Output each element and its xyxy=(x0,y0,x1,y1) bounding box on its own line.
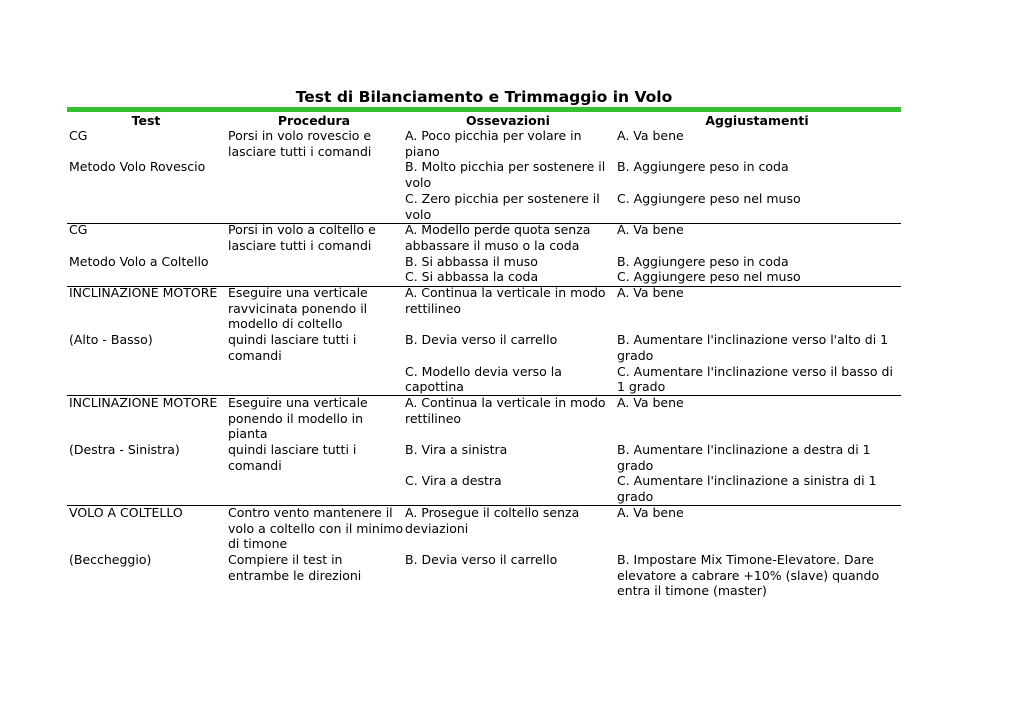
cell-osservazioni: B. Si abbassa il muso xyxy=(405,253,538,269)
cell-procedura: entrambe le direzioni xyxy=(228,567,362,583)
cell-osservazioni: C. Si abbassa la coda xyxy=(405,269,539,285)
cell-osservazioni: A. Poco picchia per volare in xyxy=(405,128,582,143)
cell-aggiustamenti: B. Aggiungere peso in coda xyxy=(617,253,789,269)
cell-procedura: comandi xyxy=(228,347,282,363)
cell-aggiustamenti: B. Aggiungere peso in coda xyxy=(617,159,789,175)
header-test: Test xyxy=(131,113,161,128)
cell-aggiustamenti: C. Aumentare l'inclinazione verso il basso di xyxy=(617,363,893,379)
cell-procedura: ponendo il modello in xyxy=(228,410,364,426)
cell-aggiustamenti: grado xyxy=(617,489,654,505)
cell-osservazioni: capottina xyxy=(405,379,464,395)
cell-procedura: lasciare tutti i comandi xyxy=(228,143,372,159)
cell-osservazioni: A. Continua la verticale in modo xyxy=(405,285,606,300)
cell-osservazioni: piano xyxy=(405,143,440,159)
cell-aggiustamenti: A. Va bene xyxy=(617,222,684,238)
cell-test: VOLO A COLTELLO xyxy=(69,504,183,520)
cell-procedura: comandi xyxy=(228,457,282,473)
cell-aggiustamenti: entra il timone (master) xyxy=(617,583,767,599)
cell-aggiustamenti: C. Aggiungere peso nel muso xyxy=(617,269,801,285)
cell-test: (Alto - Basso) xyxy=(69,332,153,348)
cell-test: INCLINAZIONE MOTORE xyxy=(69,394,218,410)
cell-procedura: quindi lasciare tutti i xyxy=(228,442,357,457)
cell-procedura: quindi lasciare tutti i xyxy=(228,332,357,348)
cell-aggiustamenti: A. Va bene xyxy=(617,128,684,143)
cell-procedura: Contro vento mantenere il xyxy=(228,504,393,520)
cell-osservazioni: A. Continua la verticale in modo xyxy=(405,394,606,410)
cell-osservazioni: A. Prosegue il coltello senza xyxy=(405,504,580,520)
row-separator xyxy=(67,505,901,506)
cell-osservazioni: B. Devia verso il carrello xyxy=(405,332,558,348)
cell-osservazioni: rettilineo xyxy=(405,410,462,426)
cell-test: CG xyxy=(69,128,88,143)
document-title: Test di Bilanciamento e Trimmaggio in Volo xyxy=(295,88,673,106)
header-procedura: Procedura xyxy=(277,113,351,128)
cell-aggiustamenti: grado xyxy=(617,347,654,363)
row-separator xyxy=(67,223,901,224)
cell-aggiustamenti: A. Va bene xyxy=(617,285,684,300)
cell-aggiustamenti: B. Impostare Mix Timone-Elevatore. Dare xyxy=(617,551,874,567)
cell-osservazioni: B. Vira a sinistra xyxy=(405,442,508,457)
cell-osservazioni: deviazioni xyxy=(405,520,469,536)
cell-procedura: pianta xyxy=(228,426,268,442)
cell-aggiustamenti: grado xyxy=(617,457,654,473)
cell-test: CG xyxy=(69,222,88,238)
cell-test: (Destra - Sinistra) xyxy=(69,442,180,457)
cell-osservazioni: C. Modello devia verso la xyxy=(405,363,562,379)
cell-osservazioni: volo xyxy=(405,175,432,191)
cell-procedura: Eseguire una verticale xyxy=(228,285,368,300)
cell-osservazioni: B. Devia verso il carrello xyxy=(405,551,558,567)
cell-aggiustamenti: B. Aumentare l'inclinazione a destra di 1 xyxy=(617,442,871,457)
cell-aggiustamenti: elevatore a cabrare +10% (slave) quando xyxy=(617,567,880,583)
cell-test: (Beccheggio) xyxy=(69,551,152,567)
cell-procedura: Eseguire una verticale xyxy=(228,394,368,410)
title-underline xyxy=(67,107,901,112)
cell-procedura: Compiere il test in xyxy=(228,551,343,567)
cell-procedura: lasciare tutti i comandi xyxy=(228,237,372,253)
cell-aggiustamenti: B. Aumentare l'inclinazione verso l'alto di 1 xyxy=(617,332,889,348)
cell-procedura: modello di coltello xyxy=(228,316,343,332)
cell-aggiustamenti: A. Va bene xyxy=(617,504,684,520)
row-separator xyxy=(67,395,901,396)
cell-osservazioni: rettilineo xyxy=(405,300,462,316)
cell-osservazioni: C. Vira a destra xyxy=(405,473,502,489)
cell-procedura: volo a coltello con il minimo xyxy=(228,520,404,536)
cell-procedura: Porsi in volo rovescio e xyxy=(228,128,372,143)
cell-aggiustamenti: A. Va bene xyxy=(617,394,684,410)
cell-osservazioni: abbassare il muso o la coda xyxy=(405,237,580,253)
cell-aggiustamenti: C. Aumentare l'inclinazione a sinistra di 1 xyxy=(617,473,877,489)
header-osservazioni: Ossevazioni xyxy=(466,113,550,128)
cell-test: INCLINAZIONE MOTORE xyxy=(69,285,218,300)
cell-osservazioni: B. Molto picchia per sostenere il xyxy=(405,159,606,175)
cell-test: Metodo Volo a Coltello xyxy=(69,253,209,269)
header-aggiustamenti: Aggiustamenti xyxy=(705,113,809,128)
cell-aggiustamenti: 1 grado xyxy=(617,379,666,395)
cell-aggiustamenti: C. Aggiungere peso nel muso xyxy=(617,190,801,206)
cell-procedura: Porsi in volo a coltello e xyxy=(228,222,376,238)
cell-test: Metodo Volo Rovescio xyxy=(69,159,206,175)
row-separator xyxy=(67,286,901,287)
cell-osservazioni: volo xyxy=(405,206,432,222)
cell-procedura: di timone xyxy=(228,536,288,552)
cell-osservazioni: A. Modello perde quota senza xyxy=(405,222,591,238)
cell-osservazioni: C. Zero picchia per sostenere il xyxy=(405,190,600,206)
cell-procedura: ravvicinata ponendo il xyxy=(228,300,368,316)
